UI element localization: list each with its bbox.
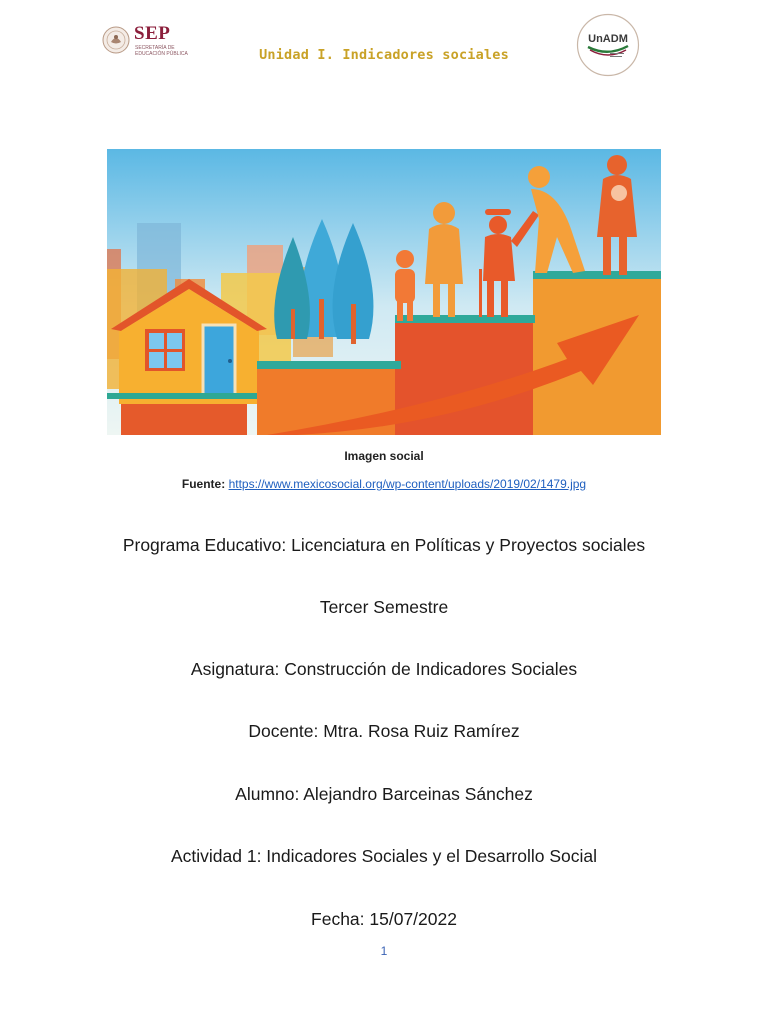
page-number: 1 xyxy=(380,944,388,958)
source-link[interactable]: https://www.mexicosocial.org/wp-content/uploads/2019/02/1479.jpg xyxy=(228,477,587,491)
social-illustration xyxy=(107,149,661,435)
header-title: Unidad I. Indicadores sociales xyxy=(259,47,509,63)
semestre-line: Tercer Semestre xyxy=(319,597,449,617)
figure-caption: Imagen social xyxy=(344,449,424,463)
sep-wordmark: SEP xyxy=(134,23,171,44)
fecha-line: Fecha: 15/07/2022 xyxy=(311,909,457,929)
asignatura-line: Asignatura: Construcción de Indicadores Sociales xyxy=(190,659,578,679)
figure-source xyxy=(0,477,768,491)
sep-subtitle: SECRETARÍA DE EDUCACIÓN PÚBLICA xyxy=(135,45,188,57)
alumno-line: Alumno: Alejandro Barceinas Sánchez xyxy=(235,784,533,804)
unadm-wordmark: UnADM xyxy=(588,33,628,45)
unadm-logo xyxy=(576,13,640,77)
actividad-line: Actividad 1: Indicadores Sociales y el Desarrollo Social xyxy=(170,846,598,866)
source-label: Fuente: xyxy=(181,477,226,491)
docente-line: Docente: Mtra. Rosa Ruiz Ramírez xyxy=(248,721,520,741)
programa-line: Programa Educativo: Licenciatura en Políticas y Proyectos sociales xyxy=(122,535,646,555)
